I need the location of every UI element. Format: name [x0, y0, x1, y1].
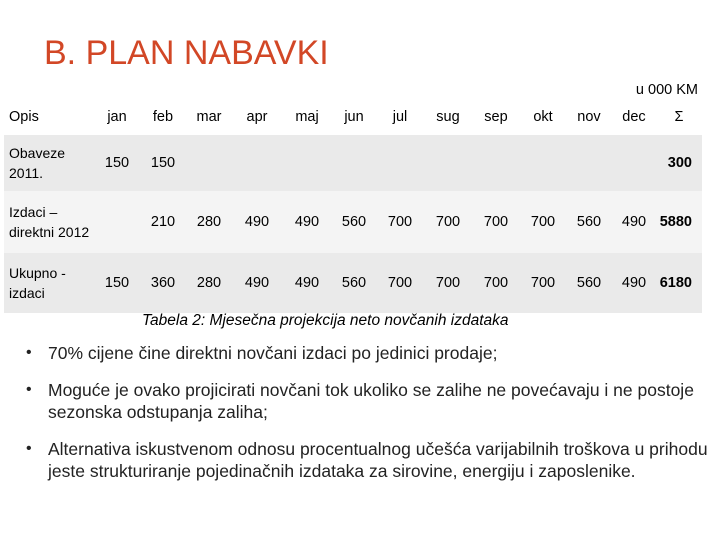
procurement-plan-table	[4, 99, 702, 313]
table-cell: 700	[435, 275, 461, 291]
table-cell: 700	[387, 275, 413, 291]
bullet-icon: •	[26, 440, 32, 457]
table-cell	[186, 135, 232, 191]
table-cell	[376, 135, 424, 191]
header-cell: mar	[196, 109, 222, 125]
header-cell: jan	[107, 109, 127, 125]
header-cell: sug	[436, 109, 460, 125]
table-cell	[566, 135, 612, 191]
header-cell: nov	[577, 109, 601, 125]
table-cell: 700	[483, 275, 509, 291]
header-cell: Opis	[9, 109, 39, 125]
table-row	[4, 191, 702, 253]
bullet-item	[22, 342, 712, 364]
table-cell: 700	[483, 214, 509, 230]
table-cell	[232, 135, 282, 191]
row-label: Ukupno - izdaci	[9, 265, 66, 301]
table-header-row	[4, 99, 702, 135]
table-cell	[94, 191, 140, 253]
table-cell: 700	[387, 214, 413, 230]
bullet-icon: •	[26, 344, 32, 361]
table-cell	[282, 135, 332, 191]
header-cell: jul	[392, 109, 408, 125]
table-cell: 280	[196, 214, 222, 230]
row-label: Obaveze 2011.	[9, 145, 66, 181]
table-cell	[332, 135, 376, 191]
header-cell: okt	[533, 109, 553, 125]
header-cell: apr	[246, 109, 268, 125]
row-total: 300	[667, 155, 692, 171]
table-cell: 560	[341, 275, 367, 291]
table-cell: 490	[621, 275, 647, 291]
table-cell	[612, 135, 656, 191]
table-caption: Tabela 2: Mjesečna projekcija neto novčanih izdataka	[142, 312, 509, 329]
header-cell: jun	[344, 109, 364, 125]
table-cell: 150	[104, 155, 130, 171]
table-cell: 490	[294, 214, 320, 230]
slide-title: B. PLAN NABAVKI	[44, 34, 329, 72]
header-cell: feb	[152, 109, 174, 125]
table-cell: 560	[576, 214, 602, 230]
row-label: Izdaci – direktni 2012	[9, 204, 90, 240]
table-cell: 150	[104, 275, 130, 291]
table-cell: 700	[435, 214, 461, 230]
bullet-list	[22, 342, 712, 497]
bullet-icon: •	[26, 381, 32, 398]
row-total: 5880	[659, 214, 692, 230]
table-cell: 490	[244, 275, 270, 291]
header-cell: Σ	[674, 109, 684, 125]
table-cell: 560	[576, 275, 602, 291]
table-row	[4, 135, 702, 191]
table-cell: 700	[530, 214, 556, 230]
bullet-text: 70% cijene čine direktni novčani izdaci po jedinici prodaje;	[48, 343, 498, 363]
unit-label: u 000 KM	[635, 82, 698, 98]
header-cell: maj	[295, 109, 319, 125]
bullet-item	[22, 379, 712, 423]
table-cell: 360	[150, 275, 176, 291]
bullet-item	[22, 438, 712, 482]
table-cell: 490	[294, 275, 320, 291]
table-cell: 210	[150, 214, 176, 230]
table-cell	[520, 135, 566, 191]
table-cell: 490	[244, 214, 270, 230]
header-cell: sep	[484, 109, 508, 125]
row-total: 6180	[659, 275, 692, 291]
table-cell: 150	[150, 155, 176, 171]
table-cell	[472, 135, 520, 191]
table-row	[4, 253, 702, 313]
bullet-text: Moguće je ovako projicirati novčani tok ukoliko se zalihe ne povećavaju i ne postoje sezonska odstupanja zaliha;	[48, 380, 694, 422]
header-cell: dec	[622, 109, 646, 125]
bullet-text: Alternativa iskustvenom odnosu procentualnog učešća varijabilnih troškova u prihodu jeste strukturiranje pojedinačnih izdataka za sirovine, energiju i zaposlenike.	[48, 439, 708, 481]
table-cell: 700	[530, 275, 556, 291]
table-cell: 490	[621, 214, 647, 230]
table-cell: 560	[341, 214, 367, 230]
table-cell	[424, 135, 472, 191]
table-cell: 280	[196, 275, 222, 291]
